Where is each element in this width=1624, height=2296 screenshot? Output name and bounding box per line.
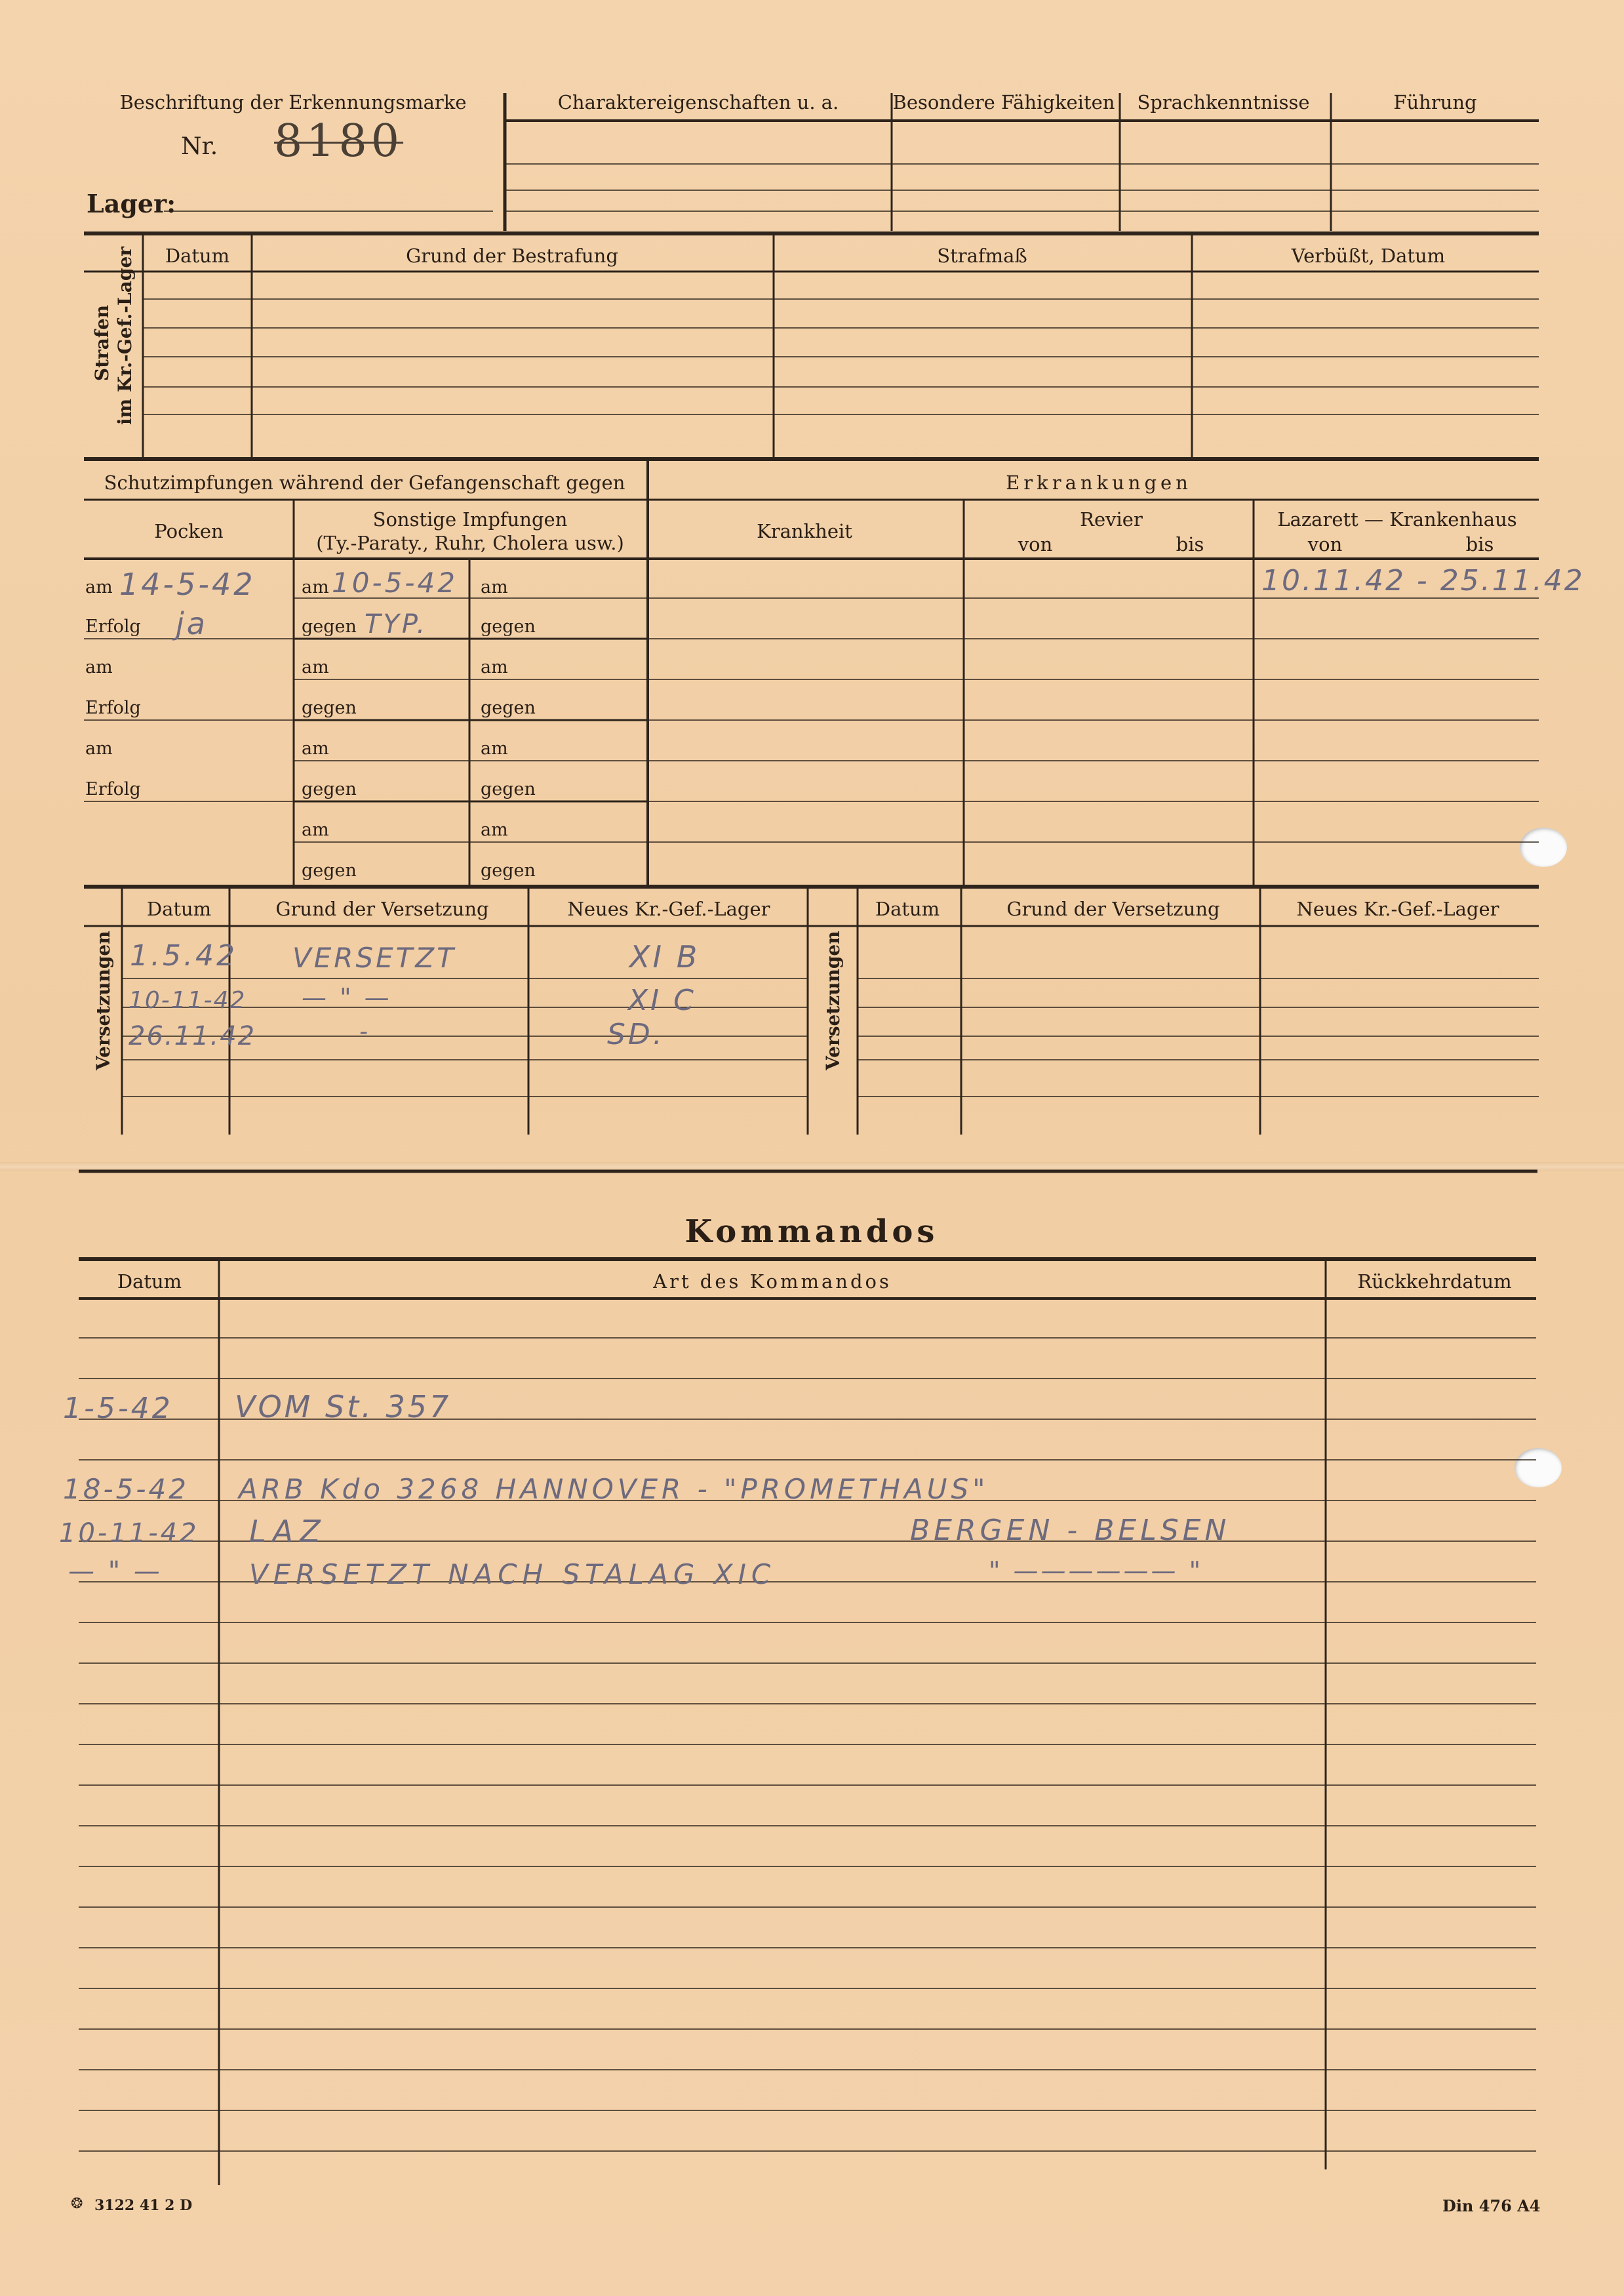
erk-revier-von: von bbox=[1018, 533, 1053, 555]
versetzungen-side-label-left: Versetzungen bbox=[92, 931, 114, 1070]
hand-pocken-erfolg: ja bbox=[176, 606, 208, 641]
lager-label: Lager: bbox=[87, 189, 176, 218]
col-faehigkeiten: Besondere Fähigkeiten bbox=[892, 91, 1115, 113]
strafen-col-datum: Datum bbox=[165, 245, 230, 267]
pocken-erfolg-2: Erfolg bbox=[85, 698, 141, 718]
erk-col-krankheit: Krankheit bbox=[757, 520, 852, 542]
impfungen-header: Schutzimpfungen während der Gefangenschaft gegen bbox=[104, 472, 625, 494]
komm-row4-extra: " —————— " bbox=[989, 1556, 1204, 1585]
komm-row1-datum: 1-5-42 bbox=[63, 1392, 173, 1425]
pocken-am-1: am bbox=[85, 577, 113, 597]
komm-row3-extra: BERGEN - BELSEN bbox=[910, 1514, 1231, 1547]
hand-pocken-date: 14-5-42 bbox=[119, 567, 256, 602]
komm-row3-datum: 10-11-42 bbox=[59, 1518, 199, 1548]
sonst-a-gegen-4: gegen bbox=[302, 860, 357, 881]
komm-row3-art: LAZ bbox=[249, 1514, 327, 1549]
strafen-side-label bbox=[90, 246, 136, 425]
sonst-a-gegen-1: gegen bbox=[302, 616, 357, 637]
vers-right-col-grund: Grund der Versetzung bbox=[1006, 898, 1220, 920]
sonst-b-gegen-4: gegen bbox=[481, 860, 536, 881]
erk-col-revier: Revier bbox=[1080, 508, 1143, 531]
strafen-side-label-1: Strafen bbox=[91, 304, 113, 382]
footer-mark-icon: ❂ bbox=[71, 2196, 83, 2212]
sonst-a-am-4: am bbox=[302, 820, 329, 840]
nr-value: 8180 bbox=[274, 115, 404, 167]
marke-label: Beschriftung der Erkennungsmarke bbox=[119, 91, 467, 113]
vers-right-col-datum: Datum bbox=[875, 898, 940, 920]
strafen-col-verbuesst: Verbüßt, Datum bbox=[1291, 245, 1446, 267]
vers-left-col-grund: Grund der Versetzung bbox=[275, 898, 489, 920]
vers-row2-lager: XI C bbox=[628, 984, 696, 1017]
erkrankungen-header: Erkrankungen bbox=[1006, 472, 1192, 494]
footer-left: 3122 41 2 D bbox=[94, 2197, 193, 2214]
erk-col-lazarett: Lazarett — Krankenhaus bbox=[1277, 508, 1517, 531]
strafen-side-label-2: im Kr.-Gef.-Lager bbox=[114, 246, 136, 425]
impf-col-pocken: Pocken bbox=[154, 520, 224, 542]
vers-row1-grund: VERSETZT bbox=[292, 942, 456, 974]
sonst-b-am-1: am bbox=[481, 577, 508, 597]
sonst-b-am-4: am bbox=[481, 820, 508, 840]
sonst-b-am-3: am bbox=[481, 738, 508, 759]
sonst-a-gegen-2: gegen bbox=[302, 698, 357, 718]
impf-col-sonstige-2: (Ty.-Paraty., Ruhr, Cholera usw.) bbox=[316, 532, 624, 554]
erk-lazarett-bis: bis bbox=[1465, 533, 1494, 555]
sonst-a-gegen-3: gegen bbox=[302, 779, 357, 799]
pocken-am-2: am bbox=[85, 657, 113, 677]
vers-row1-lager: XI B bbox=[629, 939, 700, 975]
impf-col-sonstige-1: Sonstige Impfungen bbox=[372, 508, 568, 531]
vers-row3-lager: SD. bbox=[607, 1018, 665, 1051]
vers-left-col-datum: Datum bbox=[146, 898, 212, 920]
sonst-b-gegen-2: gegen bbox=[481, 698, 536, 718]
vers-right-col-lager: Neues Kr.-Gef.-Lager bbox=[1296, 898, 1499, 920]
kommandos-title: Kommandos bbox=[684, 1213, 939, 1250]
vers-row3-grund: - bbox=[359, 1018, 370, 1045]
versetzungen-side-label-right: Versetzungen bbox=[822, 931, 844, 1070]
erk-revier-bis: bis bbox=[1176, 533, 1204, 555]
komm-col-art: Art des Kommandos bbox=[653, 1270, 892, 1293]
nr-label: Nr. bbox=[181, 133, 218, 160]
komm-row4-art: VERSETZT NACH STALAG XIC bbox=[249, 1558, 776, 1590]
col-fuehrung: Führung bbox=[1393, 91, 1477, 113]
strafen-col-strafmass: Strafmaß bbox=[937, 245, 1027, 267]
strafen-col-grund: Grund der Bestrafung bbox=[406, 245, 618, 267]
sonst-b-am-2: am bbox=[481, 657, 508, 677]
sonst-b-gegen-3: gegen bbox=[481, 779, 536, 799]
col-charakter: Charaktereigenschaften u. a. bbox=[557, 91, 839, 113]
sonst-b-gegen-1: gegen bbox=[481, 616, 536, 637]
sonst-a-am-3: am bbox=[302, 738, 329, 759]
vers-row1-datum: 1.5.42 bbox=[130, 939, 237, 973]
komm-row1-art: VOM St. 357 bbox=[235, 1389, 452, 1424]
footer-right: Din 476 A4 bbox=[1442, 2196, 1541, 2215]
vers-row2-datum: 10-11-42 bbox=[129, 987, 247, 1014]
vers-row2-grund: — " — bbox=[302, 983, 392, 1012]
komm-row2-art: ARB Kdo 3268 HANNOVER - "PROMETHAUS" bbox=[239, 1473, 989, 1505]
sonst-a-am-1: am bbox=[302, 577, 329, 597]
komm-row4-datum: — " — bbox=[68, 1556, 163, 1586]
komm-col-datum: Datum bbox=[117, 1270, 182, 1293]
hand-sonst-gegen: TYP. bbox=[365, 609, 428, 639]
vers-left-col-lager: Neues Kr.-Gef.-Lager bbox=[567, 898, 770, 920]
sonst-a-am-2: am bbox=[302, 657, 329, 677]
komm-row2-datum: 18-5-42 bbox=[63, 1473, 189, 1505]
komm-col-rueckkehr: Rückkehrdatum bbox=[1357, 1270, 1512, 1293]
col-sprachkenntnisse: Sprachkenntnisse bbox=[1137, 91, 1310, 113]
hand-lazarett: 10.11.42 - 25.11.42 bbox=[1261, 564, 1585, 597]
vers-row3-datum: 26.11.42 bbox=[129, 1021, 256, 1051]
pocken-erfolg-1: Erfolg bbox=[85, 616, 141, 637]
pocken-am-3: am bbox=[85, 738, 113, 759]
hand-sonst-date: 10-5-42 bbox=[332, 567, 458, 599]
pocken-erfolg-3: Erfolg bbox=[85, 779, 141, 799]
erk-lazarett-von: von bbox=[1307, 533, 1343, 555]
